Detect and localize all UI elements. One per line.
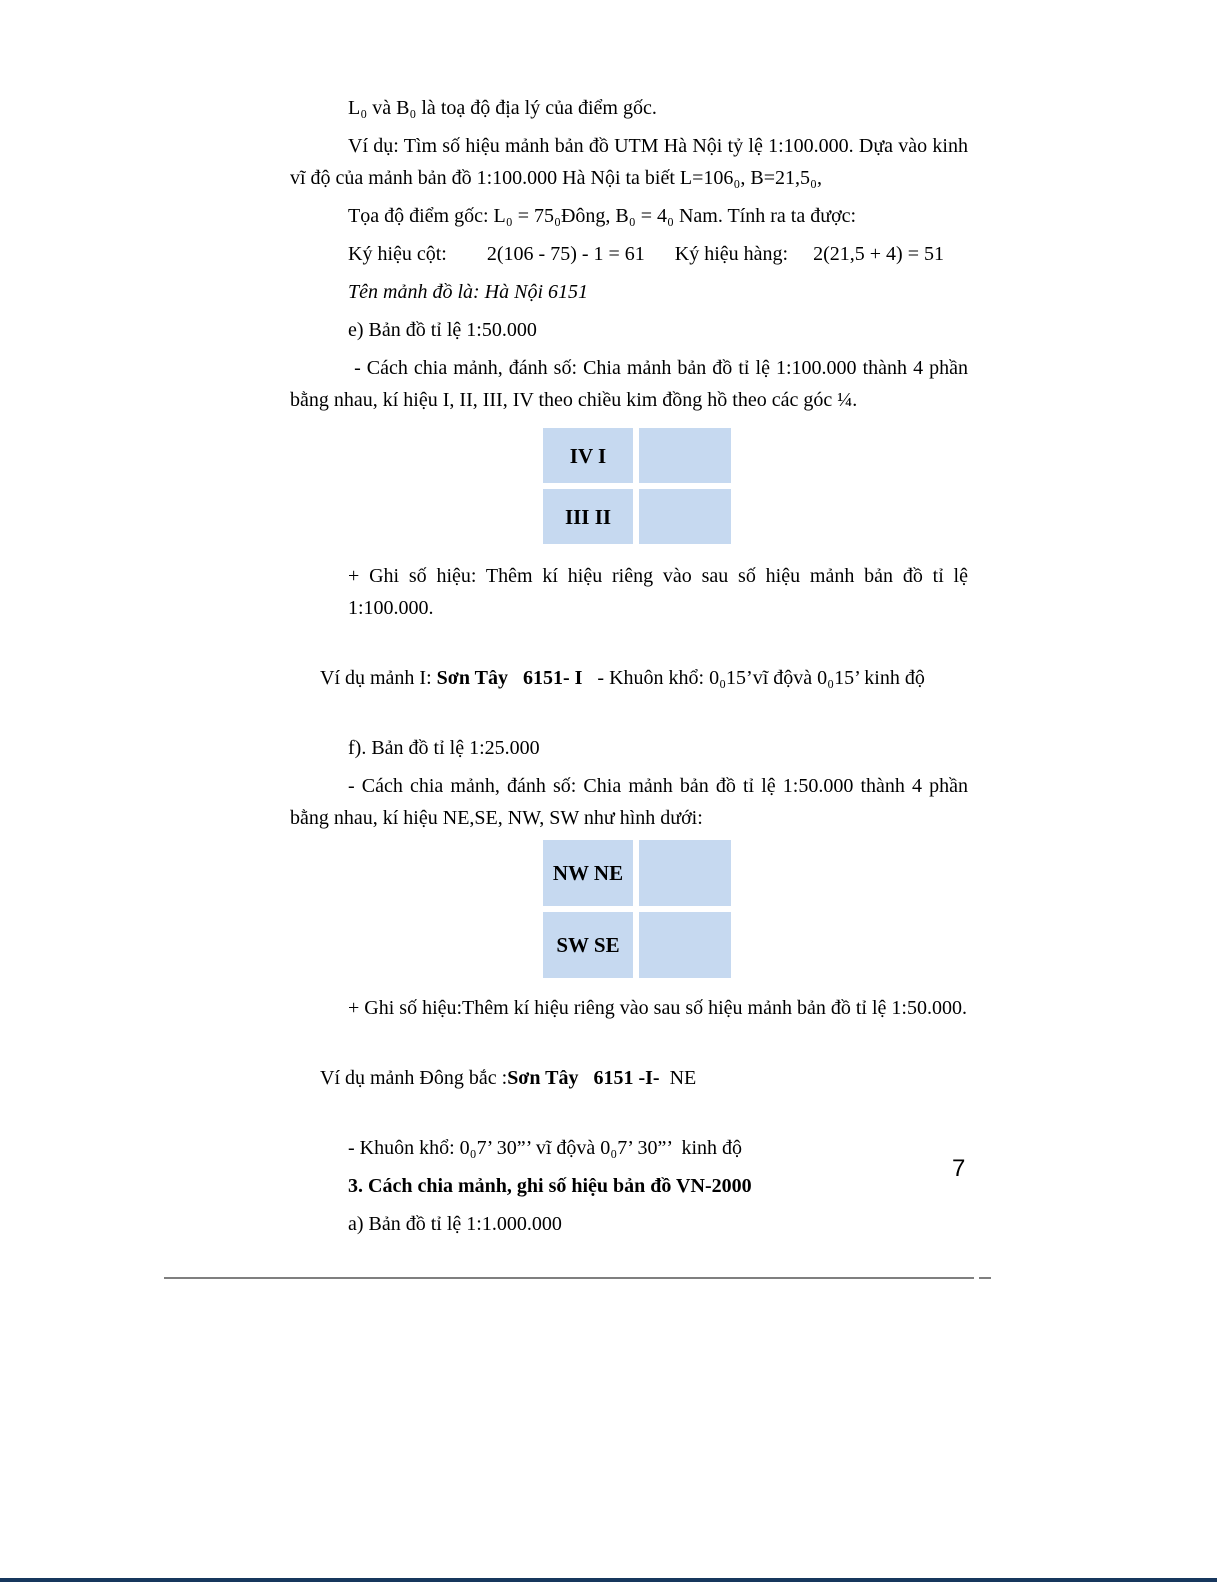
paragraph-example-i [290,630,968,726]
quarter-grid-roman [543,428,968,544]
example-ne-prefix: Ví dụ mảnh Đông bắc : [320,1067,508,1089]
paragraph-khuon-kho: - Khuôn khổ: 0₀7’ 30”’ vĩ độvà 0₀7’ 30”’ kinh độ [348,1137,743,1159]
grid-cell-nw-ne: NW NE [543,840,633,906]
grid-cell-iv-i: IV I [543,428,633,483]
footer-divider-line-end [979,1277,991,1279]
grid-cell-empty [639,428,731,483]
example-i-prefix: Ví dụ mảnh I: [320,667,437,689]
grid-cell-empty [639,489,731,544]
paragraph-note-50k: + Ghi số hiệu:Thêm kí hiệu riêng vào sau số hiệu mảnh bản đồ tỉ lệ 1:50.000. [348,997,967,1019]
paragraph-origin-coords: Tọa độ điểm gốc: L₀ = 75₀Đông, B₀ = 4₀ Nam. Tính ra ta được: [348,205,857,227]
paragraph-section-3a: a) Bản đồ tỉ lệ 1:1.000.000 [348,1213,562,1235]
example-ne-sheet-code: Sơn Tây 6151 -I- [507,1067,660,1089]
example-i-sheet-code: Sơn Tây 6151- I [436,667,583,689]
paragraph-example-utm: Ví dụ: Tìm số hiệu mảnh bản đồ UTM Hà Nội tỷ lệ 1:100.000. Dựa vào kinh vĩ độ của mảnh bản đồ 1:100.000 Hà Nội ta biết L=106₀, B=21,5₀, [290,135,968,189]
page-body [290,92,974,1246]
paragraph-section-f: f). Bản đồ tỉ lệ 1:25.000 [348,737,540,759]
grid-cell-sw-se: SW SE [543,912,633,978]
paragraph-divide-50k: - Cách chia mảnh, đánh số: Chia mảnh bản đồ tỉ lệ 1:50.000 thành 4 phần bằng nhau, kí hiệu NE,SE, NW, SW như hình dưới: [290,775,968,829]
example-i-suffix: - Khuôn khổ: 0₀15’vĩ độvà 0₀15’ kinh độ [582,667,925,689]
example-ne-suffix: NE [659,1067,697,1089]
paragraph-note-100k: + Ghi số hiệu: Thêm kí hiệu riêng vào sau số hiệu mảnh bản đồ tỉ lệ 1:100.000. [348,565,968,619]
paragraph-coords-note: L₀ và B₀ là toạ độ địa lý của điểm gốc. [348,97,657,119]
grid-cell-iii-ii: III II [543,489,633,544]
quarter-grid-compass [543,840,968,978]
paragraph-divide-100k: - Cách chia mảnh, đánh số: Chia mảnh bản đồ tỉ lệ 1:100.000 thành 4 phần bằng nhau, kí hiệu I, II, III, IV theo chiều kim đồng hồ theo các góc ¼. [290,357,974,411]
grid-cell-empty [639,912,731,978]
paragraph-symbols-line: Ký hiệu cột: 2(106 - 75) - 1 = 61 Ký hiệu hàng: 2(21,5 + 4) = 51 [348,243,944,265]
heading-section-3: 3. Cách chia mảnh, ghi số hiệu bản đồ VN-2000 [348,1175,752,1197]
footer-divider-line [164,1277,974,1279]
bottom-border-bar [0,1578,1217,1582]
grid-cell-empty [639,840,731,906]
page-number: 7 [952,1155,966,1182]
paragraph-sheet-name: Tên mảnh đồ là: Hà Nội 6151 [348,281,588,303]
paragraph-section-e: e) Bản đồ tỉ lệ 1:50.000 [348,319,537,341]
paragraph-example-ne [290,1030,968,1126]
